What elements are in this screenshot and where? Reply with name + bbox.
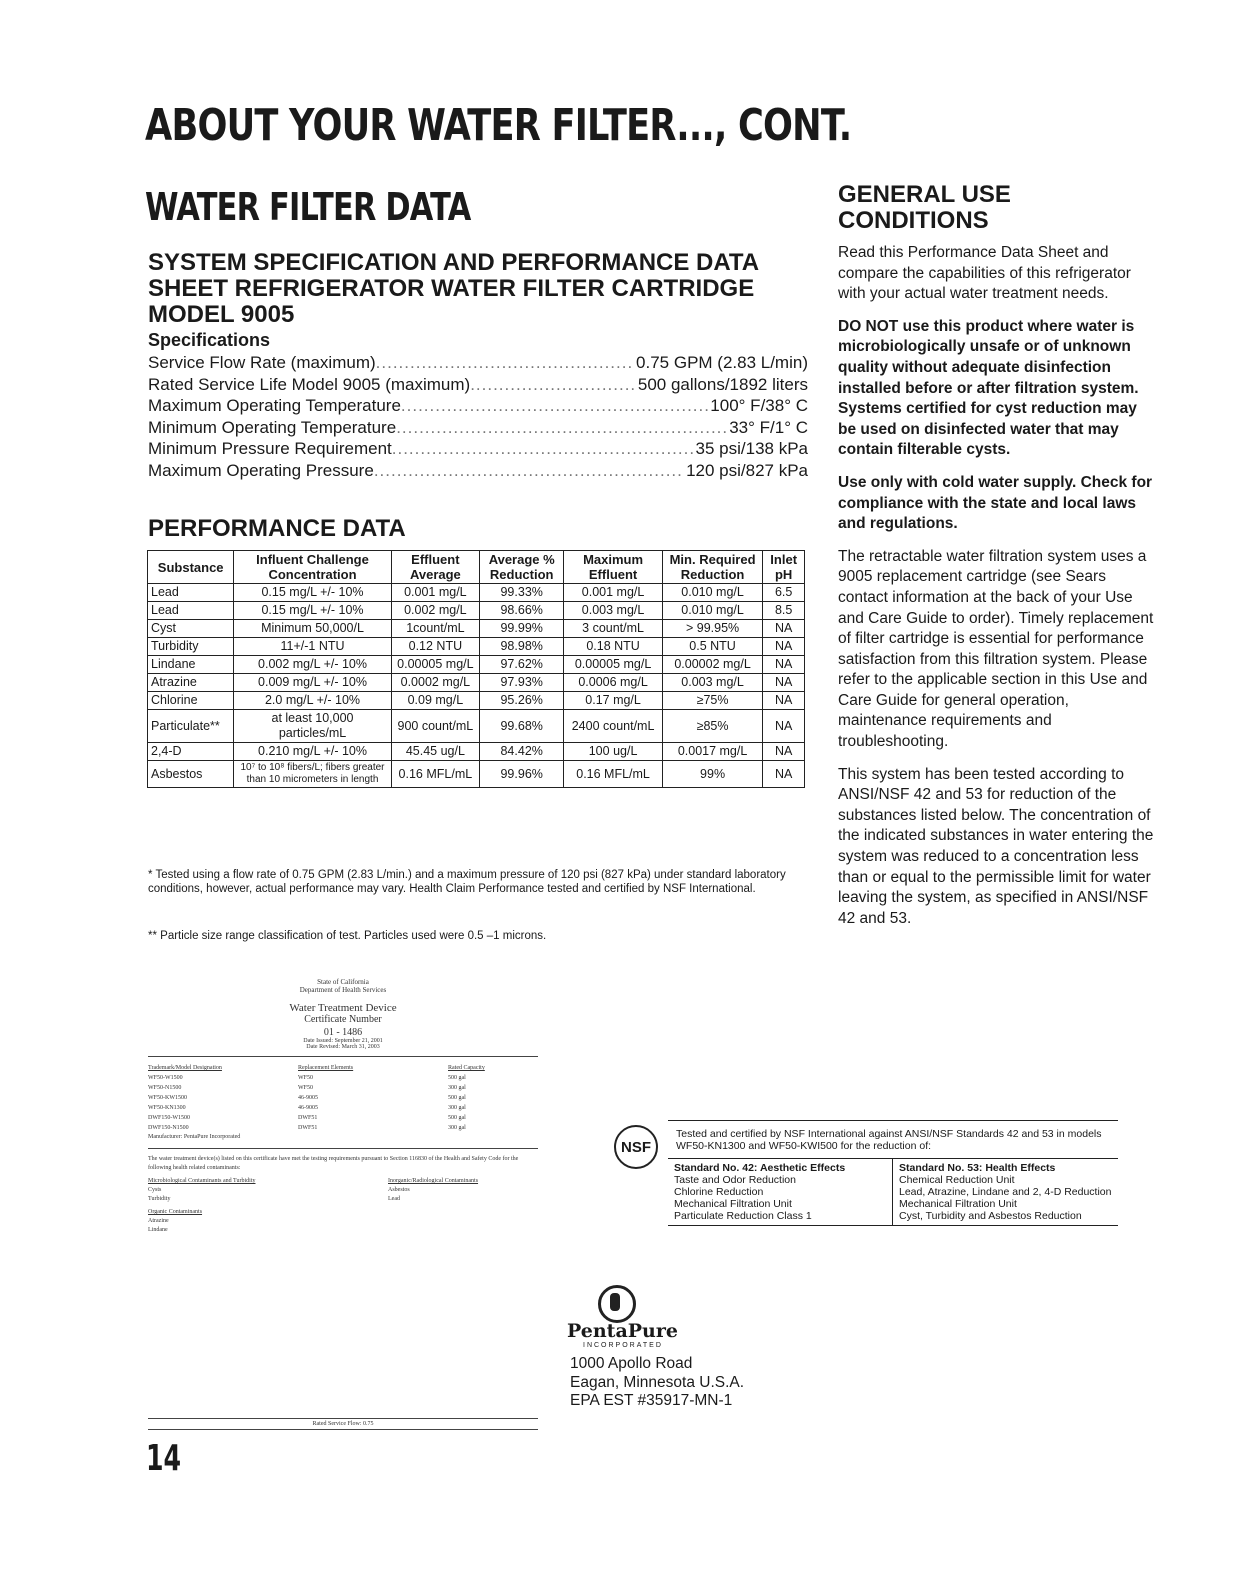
footnote-particle-size: ** Particle size range classification of test. Particles used were 0.5 –1 microns. bbox=[148, 930, 547, 942]
column-header: Average % Reduction bbox=[480, 551, 564, 584]
nsf-logo-icon bbox=[614, 1125, 658, 1169]
table-cell: 0.00005 mg/L bbox=[564, 656, 662, 674]
spec-label: Maximum Operating Temperature bbox=[148, 396, 401, 415]
table-cell: Lead bbox=[148, 584, 234, 602]
specifications-list bbox=[148, 352, 808, 481]
table-cell: Lindane bbox=[148, 656, 234, 674]
section-title: WATER FILTER DATA bbox=[145, 185, 471, 229]
spec-label: Rated Service Life Model 9005 (maximum) bbox=[148, 374, 471, 394]
table-cell: 0.002 mg/L bbox=[391, 602, 479, 620]
table-cell: ≥85% bbox=[662, 710, 763, 743]
table-cell: 0.001 mg/L bbox=[564, 584, 662, 602]
table-row bbox=[148, 761, 805, 788]
spec-label: Maximum Operating Pressure bbox=[148, 460, 374, 480]
cert-micro-head: Microbiological Contaminants and Turbidity bbox=[148, 1178, 256, 1184]
table-cell: Particulate** bbox=[148, 710, 234, 743]
nsf-item: Mechanical Filtration Unit bbox=[674, 1198, 792, 1210]
cert-col-head: Replacement Elements bbox=[298, 1065, 354, 1071]
cert-item: Atrazine bbox=[148, 1218, 169, 1224]
cert-model-cell: 500 gal bbox=[448, 1115, 466, 1121]
table-cell: 0.002 mg/L +/- 10% bbox=[234, 656, 391, 674]
table-cell: 1count/mL bbox=[391, 620, 479, 638]
table-cell: Lead bbox=[148, 602, 234, 620]
cert-model-cell: 46-9005 bbox=[298, 1105, 318, 1111]
table-cell: 0.17 mg/L bbox=[564, 692, 662, 710]
table-cell: Chlorine bbox=[148, 692, 234, 710]
table-cell: 10⁷ to 10⁸ fibers/L; fibers greater than 10 micrometers in length bbox=[234, 761, 391, 788]
page-number: 14 bbox=[146, 1438, 182, 1479]
table-cell: 3 count/mL bbox=[564, 620, 662, 638]
cert-item: Turbidity bbox=[148, 1196, 171, 1202]
specifications-heading: Specifications bbox=[148, 330, 271, 350]
table-cell: 99.96% bbox=[480, 761, 564, 788]
table-cell: Cyst bbox=[148, 620, 234, 638]
system-spec-title: SYSTEM SPECIFICATION AND PERFORMANCE DATA SHEET REFRIGERATOR WATER FILTER CARTRIDGE MODEL 9005 bbox=[148, 249, 759, 328]
table-cell: Minimum 50,000/L bbox=[234, 620, 391, 638]
cert-model-cell: 500 gal bbox=[448, 1095, 466, 1101]
table-cell: 0.16 MFL/mL bbox=[564, 761, 662, 788]
spec-row bbox=[148, 374, 808, 396]
general-use-text bbox=[838, 243, 1158, 941]
table-cell: NA bbox=[763, 710, 805, 743]
nsf-col-head: Standard No. 53: Health Effects bbox=[899, 1162, 1056, 1174]
table-cell: 95.26% bbox=[480, 692, 564, 710]
table-cell: 900 count/mL bbox=[391, 710, 479, 743]
cert-statement: The water treatment device(s) listed on this certificate have met the testing requirements pursuant to Section 116830 of the Health and Safety Code for the following health related contaminants: bbox=[148, 1156, 519, 1171]
cert-model-cell: DWF150-W1500 bbox=[148, 1115, 190, 1121]
address-line: EPA EST #35917-MN-1 bbox=[570, 1392, 733, 1409]
cold-water-paragraph: Use only with cold water supply. Check for compliance with the state and local laws and regulations. bbox=[838, 473, 1153, 533]
performance-table bbox=[147, 550, 805, 788]
table-cell: 97.62% bbox=[480, 656, 564, 674]
nsf-col-head: Standard No. 42: Aesthetic Effects bbox=[674, 1162, 846, 1174]
column-header: Influent Challenge Concentration bbox=[234, 551, 391, 584]
table-cell: 0.010 mg/L bbox=[662, 602, 763, 620]
table-cell: at least 10,000 particles/mL bbox=[234, 710, 391, 743]
cert-org-head: Organic Contaminants bbox=[148, 1209, 203, 1215]
nsf-intro: Tested and certified by NSF International against ANSI/NSF Standards 42 and 53 in models WF50-KN1300 and WF50-KWI500 for the reduction of: bbox=[668, 1121, 1118, 1159]
spec-label: Minimum Operating Temperature bbox=[148, 417, 397, 437]
spec-row bbox=[148, 352, 808, 374]
table-cell: NA bbox=[763, 761, 805, 788]
table-cell: 2,4-D bbox=[148, 743, 234, 761]
nsf-certification-box bbox=[668, 1120, 1118, 1226]
table-cell: 99.68% bbox=[480, 710, 564, 743]
cert-model-cell: DWF150-N1500 bbox=[148, 1125, 189, 1131]
table-cell: 11+/-1 NTU bbox=[234, 638, 391, 656]
table-cell: 0.009 mg/L +/- 10% bbox=[234, 674, 391, 692]
general-use-title: GENERAL USE CONDITIONS bbox=[838, 181, 1011, 234]
nsf-standard-42 bbox=[668, 1159, 893, 1225]
warning-paragraph: DO NOT use this product where water is microbiologically unsafe or of unknown quality without adequate disinfection installed before or after filtration system. Systems certified for cyst reduction may be used on disinfected water that may contain filterable cysts. bbox=[838, 317, 1139, 459]
table-cell: 0.5 NTU bbox=[662, 638, 763, 656]
table-cell: 97.93% bbox=[480, 674, 564, 692]
cert-state: State of California bbox=[317, 978, 369, 986]
table-cell: 0.0017 mg/L bbox=[662, 743, 763, 761]
table-cell: 0.003 mg/L bbox=[662, 674, 763, 692]
nsf-item: Taste and Odor Reduction bbox=[674, 1174, 796, 1186]
cert-model-cell: WF50 bbox=[298, 1085, 313, 1091]
pentapure-logo-icon bbox=[598, 1285, 636, 1323]
table-cell: 0.16 MFL/mL bbox=[391, 761, 479, 788]
cert-model-cell: 300 gal bbox=[448, 1085, 466, 1091]
table-cell: NA bbox=[763, 620, 805, 638]
table-cell: Turbidity bbox=[148, 638, 234, 656]
table-row bbox=[148, 743, 805, 761]
paragraph: This system has been tested according to ANSI/NSF 42 and 53 for reduction of the substances listed below. The concentration of the indicated substances in water entering the system was reduced to a concentration less than or equal to the permissible limit for water leaving the system, as specified in ANSI/NSF 42 and 53. bbox=[838, 765, 1154, 927]
table-cell: NA bbox=[763, 743, 805, 761]
cert-model-cell: DWF51 bbox=[298, 1125, 318, 1131]
table-cell: 0.12 NTU bbox=[391, 638, 479, 656]
performance-data-title: PERFORMANCE DATA bbox=[148, 515, 406, 542]
table-row bbox=[148, 674, 805, 692]
table-cell: 0.001 mg/L bbox=[391, 584, 479, 602]
spec-label: Service Flow Rate (maximum) bbox=[148, 353, 376, 372]
nsf-standard-53 bbox=[893, 1159, 1118, 1225]
table-cell: 99% bbox=[662, 761, 763, 788]
company-address bbox=[570, 1355, 744, 1411]
cert-model-cell: WF50-N1500 bbox=[148, 1085, 182, 1091]
company-name: PentaPure bbox=[567, 1320, 678, 1342]
nsf-item: Chemical Reduction Unit bbox=[899, 1174, 1015, 1186]
spec-value: 35 psi/138 kPa bbox=[695, 439, 808, 458]
table-cell: 100 ug/L bbox=[564, 743, 662, 761]
table-row bbox=[148, 638, 805, 656]
table-cell: 45.45 ug/L bbox=[391, 743, 479, 761]
company-inc: INCORPORATED bbox=[583, 1342, 663, 1349]
table-row bbox=[148, 710, 805, 743]
cert-item: Lindane bbox=[148, 1227, 168, 1233]
nsf-item: Cyst, Turbidity and Asbestos Reduction bbox=[899, 1210, 1082, 1222]
address-line: Eagan, Minnesota U.S.A. bbox=[570, 1373, 745, 1391]
table-cell: 98.98% bbox=[480, 638, 564, 656]
cert-line2: Certificate Number bbox=[304, 1014, 382, 1025]
cert-model-cell: 300 gal bbox=[448, 1105, 466, 1111]
spec-row bbox=[148, 395, 808, 417]
spec-row bbox=[148, 438, 808, 460]
cert-item: Asbestos bbox=[388, 1187, 410, 1193]
table-cell: 0.0006 mg/L bbox=[564, 674, 662, 692]
table-cell: 0.0002 mg/L bbox=[391, 674, 479, 692]
spec-value: 33° F/1° C bbox=[729, 417, 808, 437]
column-header: Effluent Average bbox=[391, 551, 479, 584]
nsf-logo-text: NSF bbox=[621, 1138, 651, 1156]
cert-model-cell: WF50-KN1300 bbox=[148, 1105, 186, 1111]
table-cell: Atrazine bbox=[148, 674, 234, 692]
cert-issued: Date Issued: September 21, 2001 bbox=[303, 1038, 383, 1044]
table-cell: 84.42% bbox=[480, 743, 564, 761]
cert-dept: Department of Health Services bbox=[299, 986, 387, 994]
california-certificate bbox=[148, 978, 538, 1428]
table-cell: NA bbox=[763, 638, 805, 656]
cert-col-head: Trademark/Model Designation bbox=[148, 1065, 222, 1071]
spec-value: 120 psi/827 kPa bbox=[686, 460, 808, 480]
table-row bbox=[148, 692, 805, 710]
spec-row bbox=[148, 417, 808, 439]
footnote-test-conditions: * Tested using a flow rate of 0.75 GPM (2.83 L/min.) and a maximum pressure of 120 psi (827 kPa) under standard laboratory conditions, however, actual performance may vary. Health Claim Performance tested and certified by NSF International. bbox=[148, 869, 786, 895]
table-cell: 0.15 mg/L +/- 10% bbox=[234, 602, 391, 620]
table-cell: 0.003 mg/L bbox=[564, 602, 662, 620]
table-row bbox=[148, 602, 805, 620]
cert-model-cell: 46-9005 bbox=[298, 1095, 318, 1101]
nsf-item: Chlorine Reduction bbox=[674, 1186, 764, 1198]
table-cell: 0.15 mg/L +/- 10% bbox=[234, 584, 391, 602]
table-cell: 0.00002 mg/L bbox=[662, 656, 763, 674]
spec-value: 100° F/38° C bbox=[710, 396, 808, 415]
table-cell: 0.010 mg/L bbox=[662, 584, 763, 602]
cert-rated-flow-text: Rated Service Flow: 0.75 bbox=[312, 1421, 374, 1427]
table-cell: 0.09 mg/L bbox=[391, 692, 479, 710]
cert-line1: Water Treatment Device bbox=[289, 1002, 397, 1014]
table-cell: 99.99% bbox=[480, 620, 564, 638]
table-cell: 2400 count/mL bbox=[564, 710, 662, 743]
table-cell: 99.33% bbox=[480, 584, 564, 602]
column-header: Maximum Effluent bbox=[564, 551, 662, 584]
table-cell: NA bbox=[763, 674, 805, 692]
cert-inorg-head: Inorganic/Radiological Contaminants bbox=[388, 1178, 479, 1184]
cert-model-cell: DWF51 bbox=[298, 1115, 318, 1121]
cert-model-cell: 500 gal bbox=[448, 1075, 466, 1081]
table-cell: 0.210 mg/L +/- 10% bbox=[234, 743, 391, 761]
table-cell: > 99.95% bbox=[662, 620, 763, 638]
table-cell: ≥75% bbox=[662, 692, 763, 710]
cert-col-head: Rated Capacity bbox=[448, 1065, 485, 1071]
table-cell: 2.0 mg/L +/- 10% bbox=[234, 692, 391, 710]
table-cell: 0.18 NTU bbox=[564, 638, 662, 656]
spec-row bbox=[148, 460, 808, 482]
table-cell: Asbestos bbox=[148, 761, 234, 788]
cert-item: Lead bbox=[388, 1196, 400, 1202]
table-cell: 0.00005 mg/L bbox=[391, 656, 479, 674]
cert-revised: Date Revised: March 31, 2003 bbox=[306, 1044, 380, 1050]
address-line: 1000 Apollo Road bbox=[570, 1355, 693, 1372]
cert-model-cell: WF50 bbox=[298, 1075, 313, 1081]
cert-rated-flow bbox=[148, 1418, 538, 1430]
table-cell: 6.5 bbox=[763, 584, 805, 602]
table-row bbox=[148, 656, 805, 674]
column-header: Substance bbox=[148, 551, 234, 584]
cert-model-table bbox=[148, 1063, 538, 1133]
spec-value: 500 gallons/1892 liters bbox=[637, 374, 808, 394]
nsf-item: Particulate Reduction Class 1 bbox=[674, 1210, 812, 1222]
nsf-item: Lead, Atrazine, Lindane and 2, 4-D Reduction bbox=[899, 1186, 1112, 1198]
table-row bbox=[148, 584, 805, 602]
table-cell: NA bbox=[763, 656, 805, 674]
cert-number: 01 - 1486 bbox=[323, 1027, 363, 1038]
table-cell: 8.5 bbox=[763, 602, 805, 620]
paragraph: The retractable water filtration system uses a 9005 replacement cartridge (see Sears contact information at the back of your Use and Care Guide to order). Timely replacement of filter cartridge is essential for performance satisfaction from this filtration system. Please refer to the applicable section in this Use and Care Guide for general operation, maintenance requirements and troubleshooting. bbox=[838, 547, 1154, 751]
column-header: Inlet pH bbox=[763, 551, 805, 584]
spec-label: Minimum Pressure Requirement bbox=[148, 439, 392, 458]
paragraph: Read this Performance Data Sheet and compare the capabilities of this refrigerator with your actual water treatment needs. bbox=[838, 244, 1131, 303]
page-header-title: ABOUT YOUR WATER FILTER..., CONT. bbox=[145, 100, 852, 151]
table-cell: NA bbox=[763, 692, 805, 710]
table-row bbox=[148, 620, 805, 638]
cert-model-cell: WF50-KW1500 bbox=[148, 1095, 187, 1101]
cert-item: Cysts bbox=[148, 1187, 162, 1193]
cert-model-cell: 300 gal bbox=[448, 1125, 466, 1131]
column-header: Min. Required Reduction bbox=[662, 551, 763, 584]
table-header-row bbox=[148, 551, 805, 584]
nsf-item: Mechanical Filtration Unit bbox=[899, 1198, 1017, 1210]
cert-model-cell: WF50-W1500 bbox=[148, 1075, 183, 1081]
spec-value: 0.75 GPM (2.83 L/min) bbox=[636, 353, 808, 372]
cert-manufacturer: Manufacturer: PentaPure Incorporated bbox=[148, 1134, 241, 1140]
table-cell: 98.66% bbox=[480, 602, 564, 620]
